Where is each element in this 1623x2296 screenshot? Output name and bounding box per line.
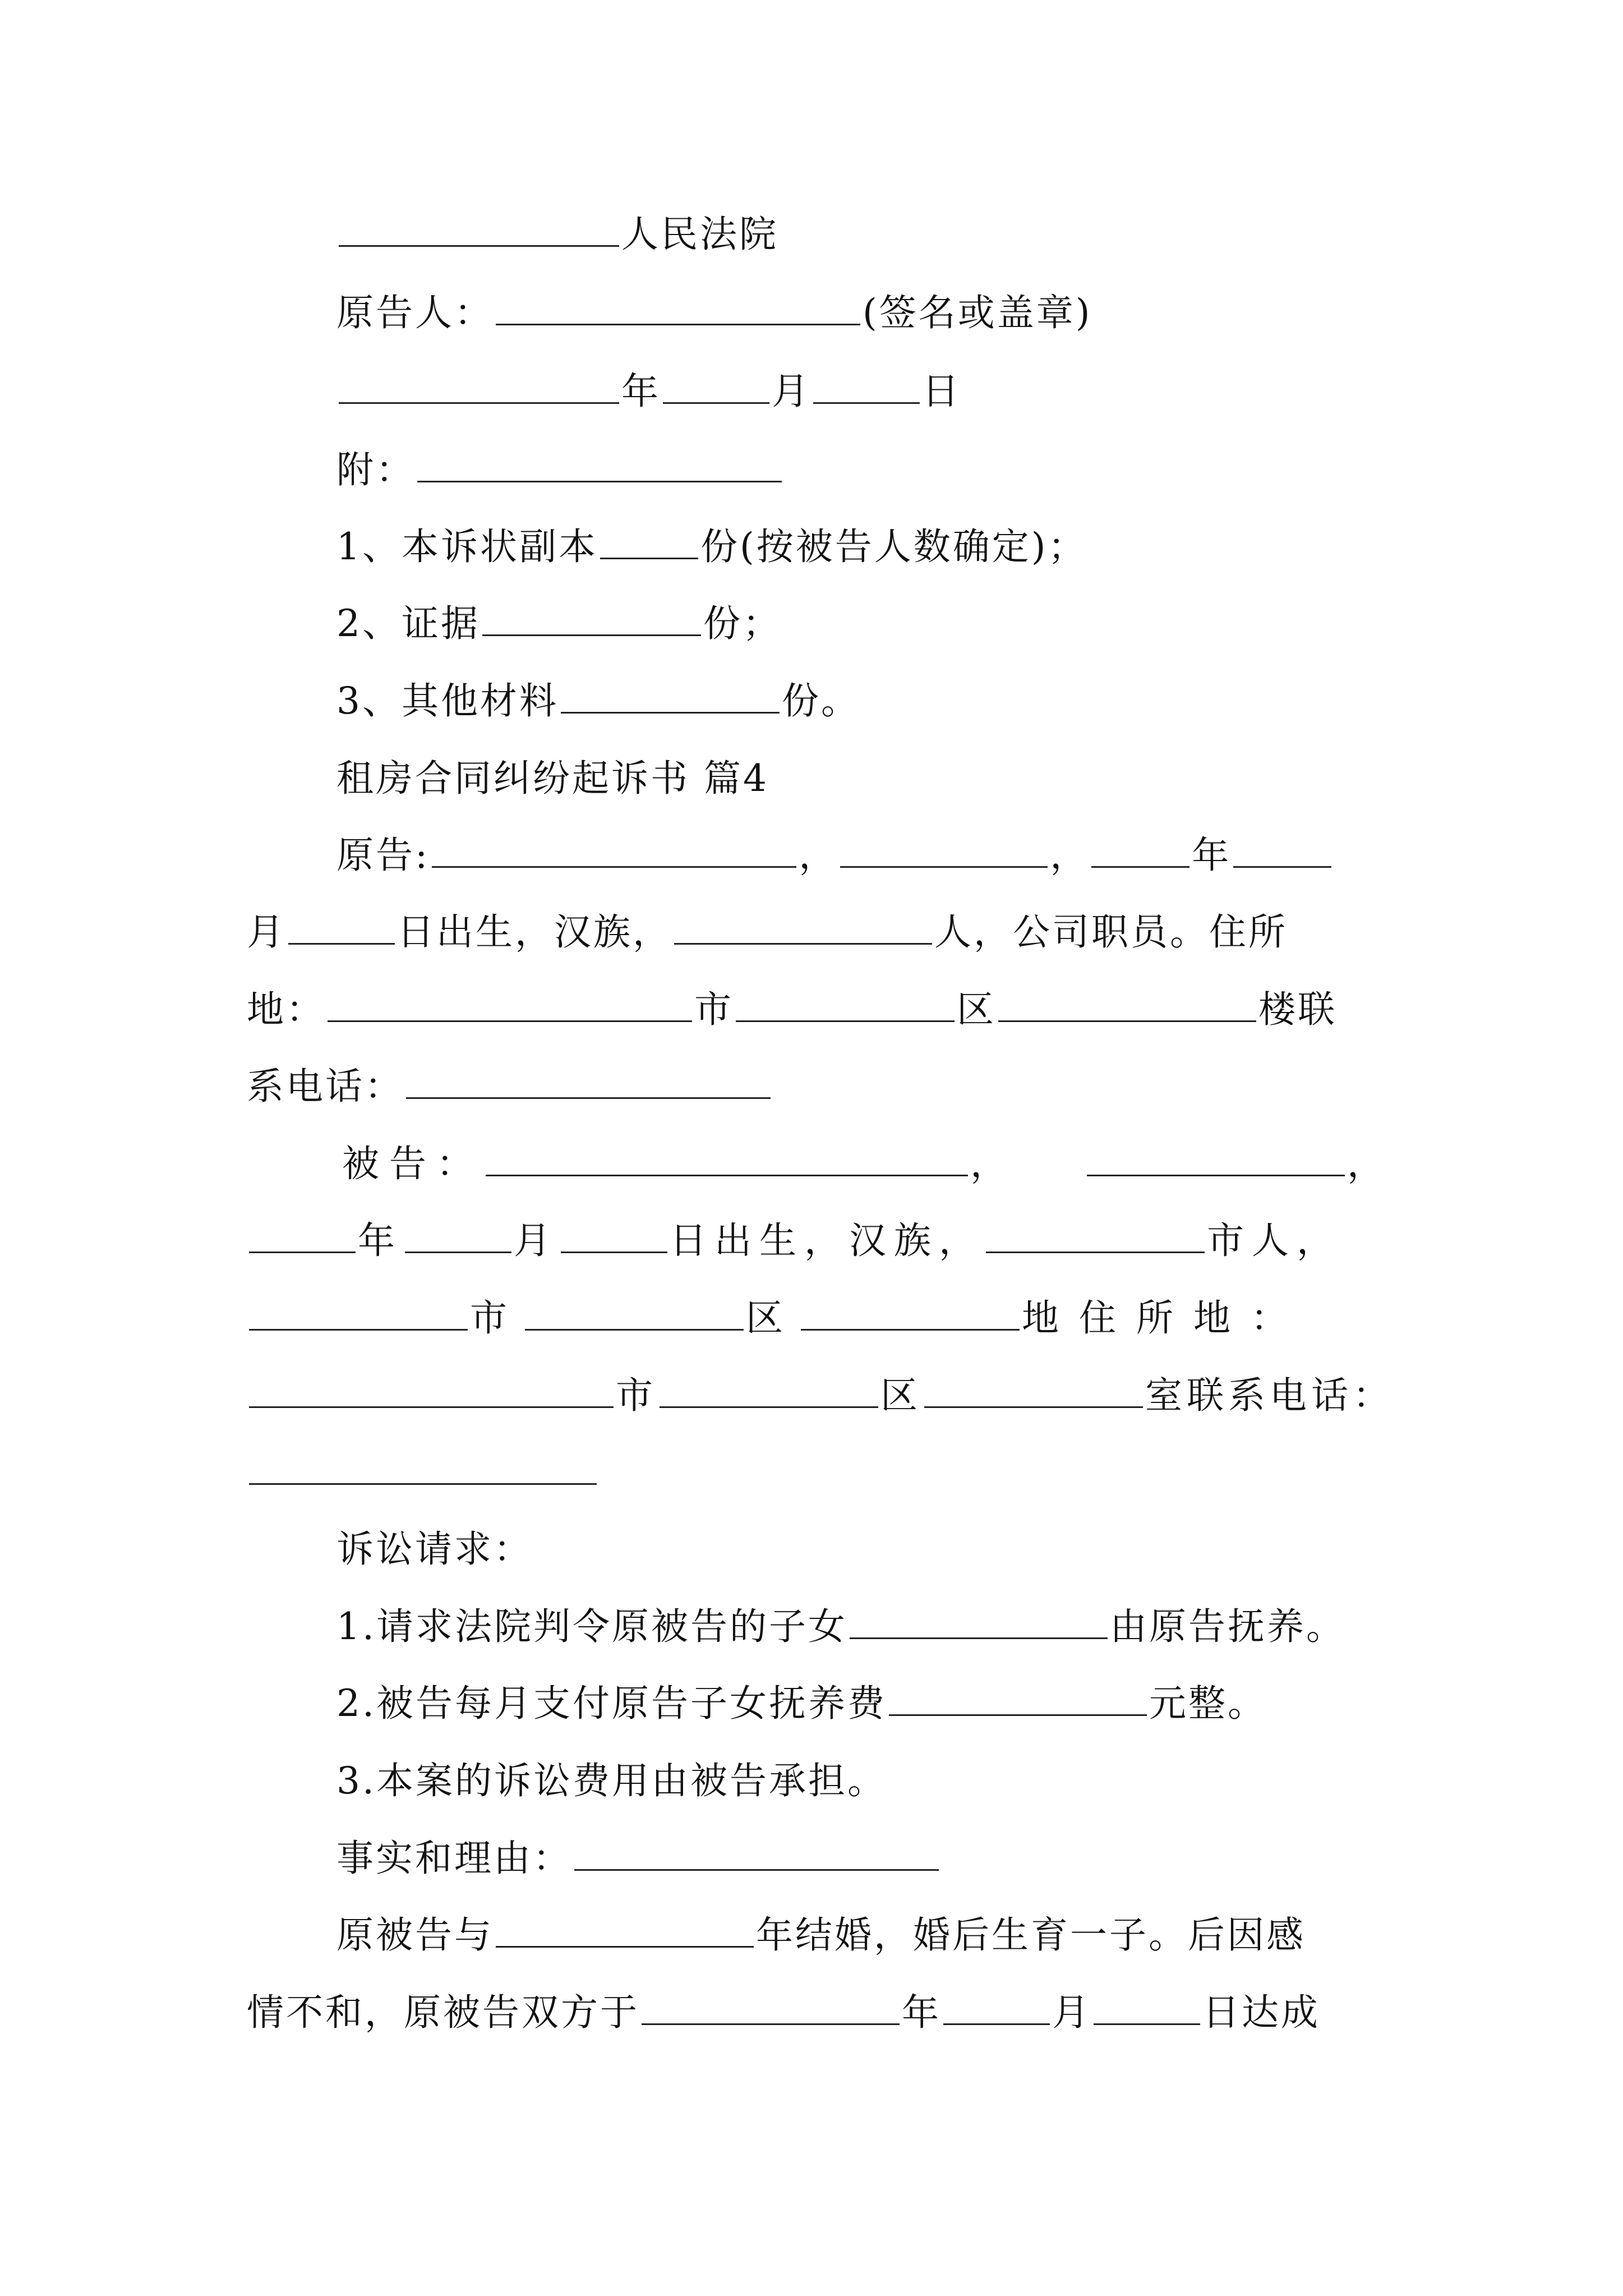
plaintiff-phone-line [247,1064,773,1109]
text: 系电话： [247,1065,404,1108]
claims-heading [336,1527,533,1572]
text: 份。 [782,679,860,723]
blank-field[interactable] [249,1219,356,1253]
text: 1.请求法院判令原被告的子女 [336,1605,847,1648]
text: 月 [1052,1991,1091,2034]
text: 原告: [336,834,430,877]
claim-1 [336,1604,1345,1649]
text: 原被告与 [336,1913,494,1957]
blank-field[interactable] [496,291,860,325]
blank-field[interactable] [600,525,698,559]
blank-field[interactable] [525,1296,744,1331]
blank-field[interactable] [432,834,796,868]
text: 元整。 [1149,1682,1267,1725]
court-line [336,212,778,257]
blank-field[interactable] [339,370,619,404]
text: 3、其他材料 [336,679,559,723]
blank-field[interactable] [674,910,932,945]
blank-field[interactable] [1091,834,1189,868]
blank-field[interactable] [663,370,769,404]
blank-field[interactable] [1087,1142,1345,1176]
text: 区 [880,1374,922,1417]
blank-field[interactable] [850,1605,1108,1639]
text: 事实和理由： [336,1837,572,1880]
blank-field[interactable] [288,910,395,945]
text: 租房合同纠纷起诉书 篇4 [336,757,769,800]
blank-field[interactable] [943,1991,1050,2025]
defendant-line-2 [247,1218,1341,1263]
text: 月 [772,370,811,413]
text: 地住所地： [1022,1296,1308,1340]
blank-field[interactable] [1233,834,1331,868]
text: 人民法院 [621,213,778,256]
text: 区 [957,988,996,1031]
text: 年 [1192,834,1232,877]
blank-field[interactable] [574,1837,939,1871]
defendant-line-3 [247,1296,1308,1341]
text: 市 [470,1296,523,1340]
blank-field[interactable] [417,448,782,482]
blank-field[interactable] [801,1296,1020,1331]
blank-field[interactable] [249,1374,614,1408]
blank-field[interactable] [642,1991,900,2025]
text: 市 [616,1374,657,1417]
text: 份(按被告人数确定)； [700,525,1087,568]
text: ， [1347,1142,1394,1185]
text: 诉讼请求： [336,1527,533,1571]
text: 1、本诉状副本 [336,525,598,568]
text: 被告： [342,1142,483,1185]
blank-field[interactable] [924,1374,1143,1408]
text: 月 [247,910,286,954]
text: 市人， [1207,1219,1341,1262]
attachment-item-1 [336,524,1087,569]
text: 附： [336,448,415,491]
text: 情不和，原被告双方于 [247,1991,639,2034]
text: 2、证据 [336,602,480,645]
blank-field[interactable] [660,1374,878,1408]
blank-field[interactable] [496,1913,754,1948]
blank-field[interactable] [889,1682,1147,1716]
facts-line-2 [247,1990,1320,2035]
blank-field[interactable] [813,370,920,404]
attachment-line [336,448,784,493]
text: 年结婚，婚后生育一子。后因感 [756,1913,1306,1957]
blank-field[interactable] [998,988,1256,1022]
blank-field[interactable] [1094,1991,1200,2025]
defendant-line-4 [247,1373,1394,1418]
blank-field[interactable] [840,834,1048,868]
blank-field[interactable] [406,1065,771,1099]
text: 日 [922,370,961,413]
blank-field[interactable] [405,1219,511,1253]
blank-field[interactable] [561,1219,667,1253]
blank-field[interactable] [328,988,692,1022]
date-line [336,369,961,414]
text: ， [799,834,838,877]
text: 年 [621,370,661,413]
blank-field[interactable] [986,1219,1205,1253]
attachment-item-3 [336,679,860,724]
text: (签名或盖章) [863,291,1092,334]
text: 楼联 [1258,988,1337,1031]
blank-field[interactable] [736,988,955,1022]
text: 由原告抚养。 [1109,1605,1345,1648]
text: 份； [703,602,782,645]
text: 地： [247,988,325,1031]
facts-heading [336,1836,941,1881]
blank-field[interactable] [249,1296,468,1331]
plaintiff-line [336,833,1334,878]
text: 人，公司职员。住所 [934,910,1288,954]
claim-3 [336,1759,887,1803]
text: 室联系电话： [1145,1374,1394,1417]
text: 2.被告每月支付原告子女抚养费 [336,1682,887,1725]
plaintiff-address-line [247,987,1337,1032]
text: 市 [694,988,734,1031]
blank-field[interactable] [482,602,701,636]
blank-field[interactable] [561,679,780,714]
facts-line-1 [336,1913,1306,1958]
plaintiff-signature-line [336,291,1092,335]
text: 原告人： [336,291,494,334]
text: ， [970,1142,1017,1185]
text: 日出生，汉族， [397,910,672,954]
text: 日达成 [1202,1991,1320,2034]
attachment-item-2 [336,601,782,646]
text: 区 [746,1296,799,1340]
blank-field[interactable] [486,1142,968,1176]
text: 年 [358,1219,403,1262]
defendant-phone-blank [247,1450,599,1495]
section-heading [336,756,769,801]
text: 3.本案的诉讼费用由被告承担。 [336,1759,887,1802]
claim-2 [336,1681,1267,1726]
text: 日出生，汉族， [670,1219,984,1262]
defendant-line [342,1142,1394,1186]
text: 月 [514,1219,559,1262]
blank-field[interactable] [249,1451,597,1485]
blank-field[interactable] [339,213,619,247]
text: ， [1050,834,1090,877]
text: 年 [902,1991,941,2034]
plaintiff-line-2 [247,910,1288,955]
